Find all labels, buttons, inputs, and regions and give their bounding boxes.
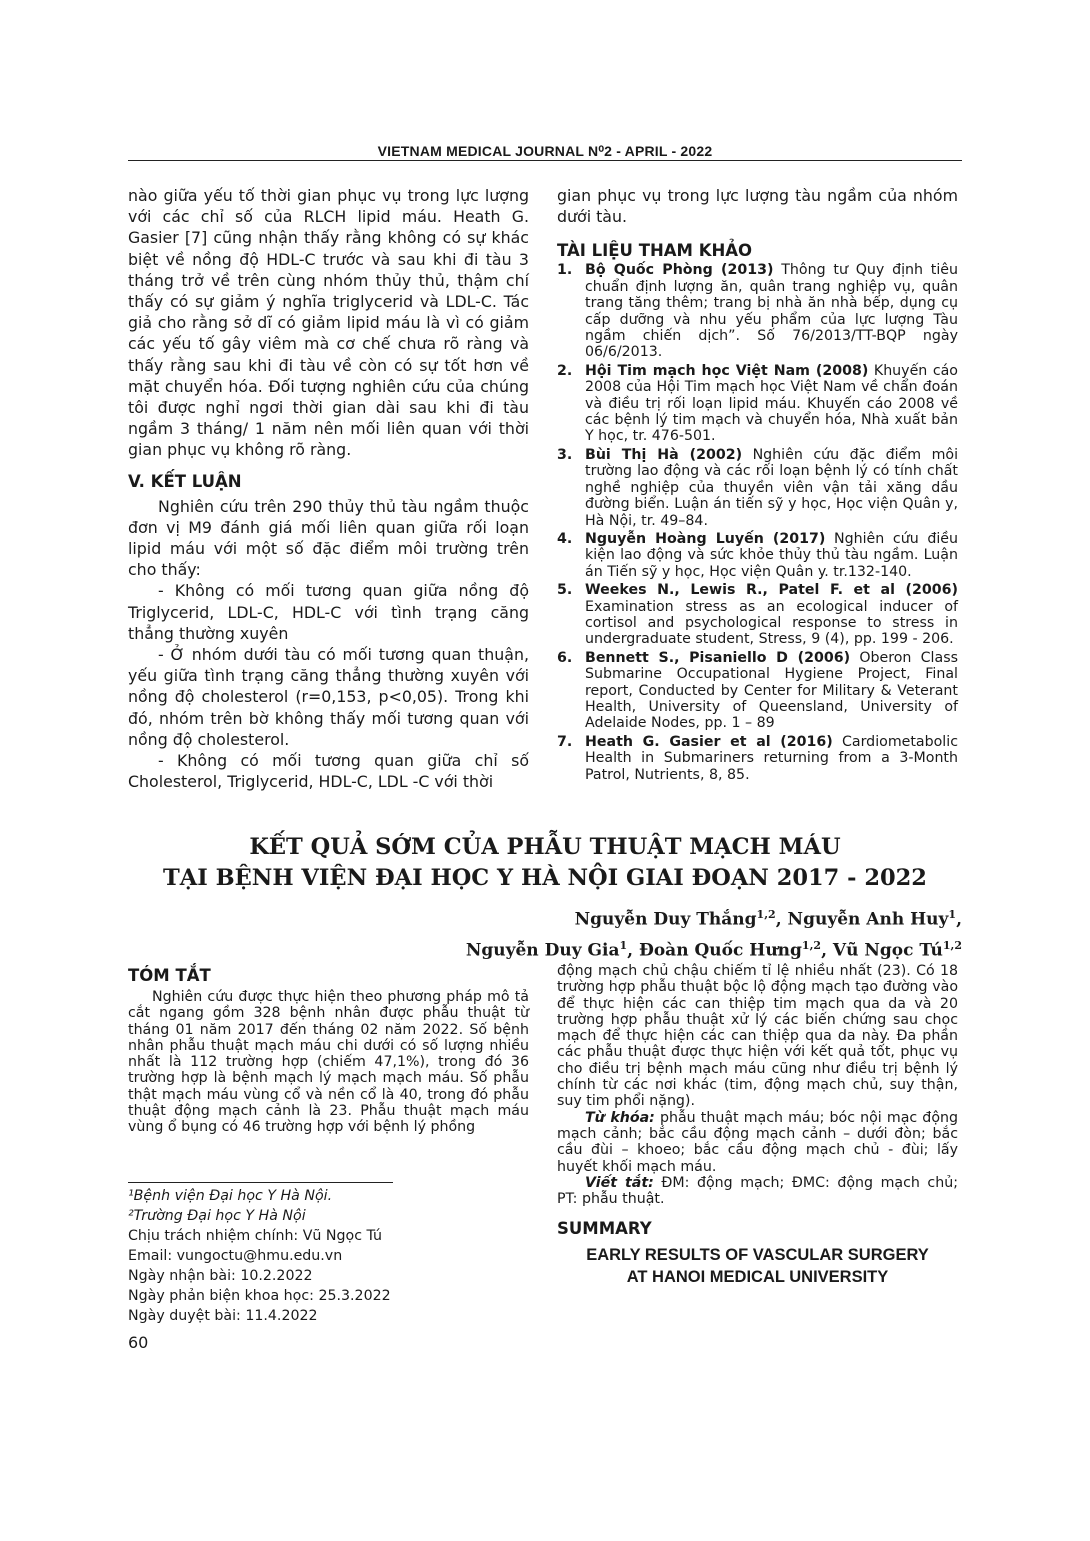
keywords-label: Từ khóa: bbox=[585, 1109, 655, 1126]
author-name: Nguyễn Duy Thắng bbox=[574, 909, 757, 930]
journal-header: VIETNAM MEDICAL JOURNAL N⁰2 - APRIL - 2022 bbox=[377, 143, 713, 159]
conclusion-point-3: - Không có mối tương quan giữa chỉ số Cholesterol, Triglycerid, HDL-C, LDL -C với thời bbox=[128, 751, 529, 792]
conclusion-point-1: - Không có mối tương quan giữa nồng độ Triglycerid, LDL-C, HDL-C với tình trạng căng thẳng thường xuyên bbox=[128, 581, 529, 643]
reference-item: 5. Weekes N., Lewis R., Patel F. et al (2006) Examination stress as an ecological inducer of cortisol and psychological response to stress in undergraduate student, Stress, 9 (4), pp. 199 - 206. bbox=[557, 582, 958, 648]
reference-item: 7. Heath G. Gasier et al (2016) Cardiometabolic Health in Submariners returning from a 3-Month Patrol, Nutrients, 8, 85. bbox=[557, 733, 958, 783]
author-line-2: Nguyễn Duy Gia$^1$, Đoàn Quốc Hưng$^{1,2}$, Vũ Ngọc Tú$^{1,2}$ bbox=[465, 938, 962, 961]
abstract-right-column bbox=[557, 963, 958, 1288]
author-name: Đoàn Quốc Hưng bbox=[638, 940, 802, 961]
conclusion-point-2: - Ở nhóm dưới tàu có mối tương quan thuận, yếu giữa tình trạng căng thẳng thường xuyên với nồng độ cholesterol (r=0,153, p<0,05). Trong khi đó, nhóm trên bờ không thấy mối tương quan với nồng độ cholesterol. bbox=[128, 645, 529, 749]
author-line-1: Nguyễn Duy Thắng$^{1,2}$, Nguyễn Anh Huy$^1$, bbox=[574, 908, 962, 930]
continued-paragraph: nào giữa yếu tố thời gian phục vụ trong lực lượng với các chỉ số của RLCH lipid máu. Heath G. Gasier [7] cũng nhận thấy rằng không có sự khác biệt về nồng độ HDL-C trước và sau khi đi tàu 3 tháng trở về trên cùng nhóm thủy thủ, thậm chí thấy có sự giảm ý nghĩa triglycerid và LDL-C. Tác giả cho rằng sở dĩ có giảm lipid máu là vì có giảm các yếu tố gây viêm mà cơ chế chưa rõ ràng và thấy rằng sau khi đi tàu về còn có sự tốt hơn về mặt chuyển hóa. Đối tượng nghiên cứu của chúng tôi được nghỉ ngơi thời gian dài sau khi đi tàu ngầm 3 tháng/ 1 năm nên mối liên quan với thời gian phục vụ không rõ ràng. bbox=[128, 186, 529, 460]
abstract-heading: TÓM TẮT bbox=[128, 966, 211, 985]
footnote-affiliation-2: ²Trường Đại học Y Hà Nội bbox=[128, 1208, 306, 1224]
footnote-email: Email: vungoctu@hmu.edu.vn bbox=[128, 1248, 343, 1264]
conclusion-paragraph: Nghiên cứu trên 290 thủy thủ tàu ngầm thuộc đơn vị M9 đánh giá mối liên quan giữa rối loạn lipid máu với một số đặc điểm môi trường trên cho thấy: bbox=[128, 496, 529, 580]
footnote-rule bbox=[128, 1182, 393, 1183]
article-title-line-1: KẾT QUẢ SỚM CỦA PHẪU THUẬT MẠCH MÁU bbox=[249, 834, 841, 860]
author-name: Nguyễn Anh Huy bbox=[787, 909, 949, 930]
header-rule bbox=[128, 160, 962, 161]
footnote-received-date: Ngày nhận bài: 10.2.2022 bbox=[128, 1268, 313, 1284]
section-heading-conclusion: V. KẾT LUẬN bbox=[128, 471, 242, 491]
summary-heading: SUMMARY bbox=[557, 1219, 652, 1239]
footnote-corresponding-author: Chịu trách nhiệm chính: Vũ Ngọc Tú bbox=[128, 1228, 383, 1244]
abstract-text-continued: động mạch chủ chậu chiếm tỉ lệ nhiều nhất (23). Có 18 trường hợp phẫu thuật bộc lộ động mạch tạo đường vào để thực hiện các can thiệp tim mạch qua da và 20 trường hợp phẫu thuật xử lý các biến chứng sau chọc mạch để thực hiện các can thiệp qua da này. Đa phần các phẫu thuật được thực hiện với kết quả tốt, phục vụ cho điều trị bệnh mạch máu cũng như điều trị bệnh lý chính từ các nơi khác (tim, động mạch chủ, suy thận, suy tim phổi nặng). bbox=[557, 963, 958, 1110]
author-name: Vũ Ngọc Tú bbox=[832, 940, 943, 961]
abstract-text: Nghiên cứu được thực hiện theo phương pháp mô tả cắt ngang gồm 328 bệnh nhân được phẫu thuật từ tháng 01 năm 2017 đến tháng 02 năm 2022. Số bệnh nhân phẫu thuật mạch máu chi dưới có số lượng nhiều nhất là 112 trường hợp (chiếm 47,1%), trong đó 36 trường hợp là bệnh mạch lý mạch mạch máu. Số phẫu thật mạch máu vùng cổ và nền cổ là 40, trong đó phẫu thuật động mạch cảnh là 23. Phẫu thuật mạch máu vùng ổ bụng có 46 trường hợp với bệnh lý phồng bbox=[128, 989, 529, 1136]
article-title bbox=[128, 832, 962, 894]
footnote-accepted-date: Ngày duyệt bài: 11.4.2022 bbox=[128, 1308, 318, 1324]
right-column-top bbox=[557, 185, 958, 785]
reference-item: 2. Hội Tim mạch học Việt Nam (2008) Khuyến cáo 2008 của Hội Tim mạch học Việt Nam về chẩn đoán và điều trị rối loạn lipid máu. Khuyến cáo 2008 về các bệnh lý tim mạch và chuyển hóa, Nhà xuất bản Y học, tr. 476-501. bbox=[557, 362, 958, 445]
left-column-top bbox=[128, 185, 529, 792]
abbreviations bbox=[557, 1175, 958, 1208]
reference-item: 6. Bennett S., Pisaniello D (2006) Oberon Class Submarine Occupational Hygiene Project, Final report, Conducted by Center for Military & Veterant Health, University of Queensland, University of Adelaide Nodes, pp. 1 – 89 bbox=[557, 649, 958, 732]
article-title-line-2: TẠI BỆNH VIỆN ĐẠI HỌC Y HÀ NỘI GIAI ĐOẠN 2017 - 2022 bbox=[163, 865, 927, 891]
summary-title-line-2: AT HANOI MEDICAL UNIVERSITY bbox=[626, 1268, 889, 1287]
keywords bbox=[557, 1110, 958, 1175]
author-list bbox=[466, 902, 962, 963]
author-affiliation: 1 bbox=[948, 908, 957, 921]
section-heading-references: TÀI LIỆU THAM KHẢO bbox=[557, 241, 753, 261]
abbreviations-label: Viết tắt: bbox=[585, 1174, 654, 1191]
reference-item: 1. Bộ Quốc Phòng (2013) Thông tư Quy định tiêu chuẩn định lượng ăn, quân trang nghiệp vụ, quân trang tăng thêm; trang bị nhà ăn nhà bếp, dụng cụ cấp dưỡng và nhu yếu phẩm của lực lượng Tàu ngầm chiến dịch”. Số 76/2013/TT-BQP ngày 06/6/2013. bbox=[557, 262, 959, 361]
author-name: Nguyễn Duy Gia bbox=[465, 940, 620, 961]
abstract-left-column bbox=[128, 966, 529, 1136]
footnotes bbox=[128, 1186, 529, 1326]
page-number: 60 bbox=[128, 1333, 149, 1352]
reference-item: 3. Bùi Thị Hà (2002) Nghiên cứu đặc điểm môi trường lao động và các rối loạn bệnh lý có tính chất nghề nghiệp của thuyền viên vận tải xăng dầu đường biển. Luận án tiến sỹ y học, Học viện Quân y, Hà Nội, tr. 49–84. bbox=[557, 446, 959, 529]
footnote-affiliation-1: ¹Bệnh viện Đại học Y Hà Nội. bbox=[128, 1188, 333, 1204]
reference-item: 4. Nguyễn Hoàng Luyến (2017) Nghiên cứu điều kiện lao động và sức khỏe thủy thủ tàu ngầm. Luận án Tiến sỹ y học, Học viện Quân y. tr.132-140. bbox=[557, 530, 958, 580]
keywords-text: phẫu thuật mạch máu; bóc nội mạc động mạch cảnh; bắc cầu động mạch cảnh – dưới đòn; bắc cầu đùi – khoeo; bắc cầu động mạch chủ - đùi; lấy huyết khối mạch máu. bbox=[557, 1109, 958, 1175]
continued-paragraph-right: gian phục vụ trong lực lượng tàu ngầm của nhóm dưới tàu. bbox=[557, 186, 958, 227]
author-affiliation: 1 bbox=[619, 938, 628, 952]
summary-title-line-1: EARLY RESULTS OF VASCULAR SURGERY bbox=[586, 1246, 929, 1265]
abbreviations-text: ĐM: động mạch; ĐMC: động mạch chủ; PT: phẫu thuật. bbox=[557, 1174, 958, 1208]
author-affiliation: 1,2 bbox=[756, 908, 776, 921]
footnote-review-date: Ngày phản biện khoa học: 25.3.2022 bbox=[128, 1288, 391, 1304]
author-affiliation: 1,2 bbox=[942, 938, 962, 952]
reference-list bbox=[557, 262, 958, 783]
author-affiliation: 1,2 bbox=[801, 938, 822, 952]
